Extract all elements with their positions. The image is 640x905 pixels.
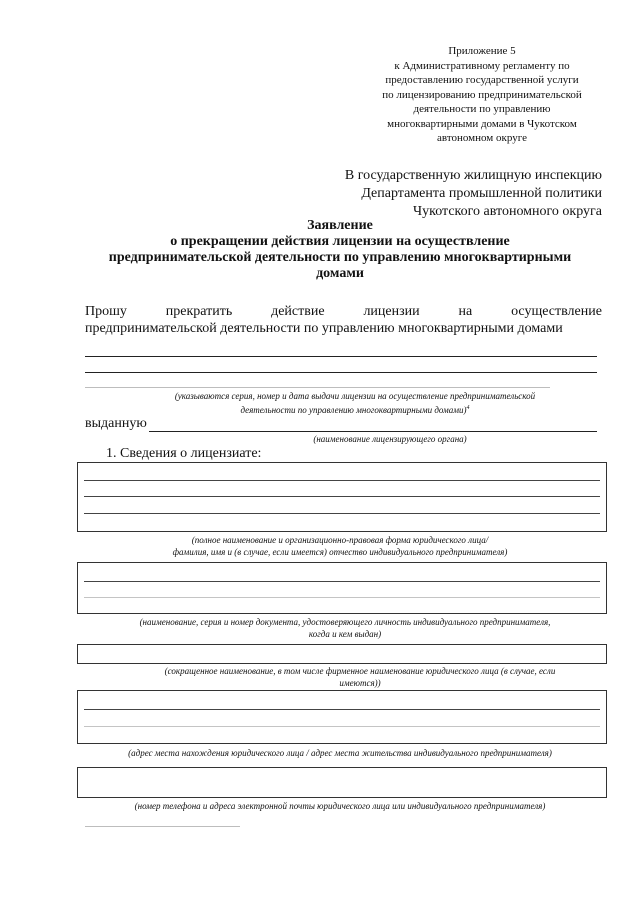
appendix-line: предоставлению государственной услуги bbox=[385, 74, 579, 86]
request-line-2: предпринимательской деятельности по управлению многоквартирными домами bbox=[85, 321, 563, 336]
footnote-ref: 4 bbox=[466, 404, 470, 411]
request-paragraph bbox=[85, 303, 602, 337]
field-line bbox=[84, 581, 600, 582]
request-line-1 bbox=[85, 303, 602, 320]
note-line: (сокращенное наименование, в том числе фирменное наименование юридического лица (в случае, если bbox=[164, 666, 556, 676]
id-document-note bbox=[90, 617, 600, 640]
document-title bbox=[70, 218, 610, 282]
title-line: Заявление bbox=[307, 218, 373, 233]
field-line bbox=[84, 480, 600, 481]
license-input-line[interactable] bbox=[85, 356, 597, 357]
request-word: осуществление bbox=[511, 304, 602, 319]
short-name-field[interactable] bbox=[77, 644, 607, 664]
request-word: Прошу bbox=[85, 304, 127, 319]
appendix-line: Приложение 5 bbox=[448, 45, 516, 57]
appendix-line: автономном округе bbox=[437, 132, 527, 144]
note-line: имеются)) bbox=[339, 677, 381, 688]
license-note bbox=[120, 391, 590, 416]
field-line bbox=[84, 597, 600, 598]
address-field[interactable] bbox=[77, 690, 607, 744]
note-line: (наименование, серия и номер документа, удостоверяющего личность индивидуального предпринимателя, bbox=[139, 617, 551, 627]
title-line: предпринимательской деятельности по управлению многоквартирными bbox=[108, 250, 572, 265]
field-line bbox=[84, 496, 600, 497]
address-note: (адрес места нахождения юридического лица / адрес места жительства индивидуального предпринимателя) bbox=[128, 748, 552, 758]
note-line: (полное наименование и организационно-правовая форма юридического лица/ bbox=[191, 535, 489, 545]
addressee-line: Департамента промышленной политики bbox=[361, 186, 602, 201]
issuer-input-line[interactable] bbox=[149, 431, 597, 432]
full-name-field[interactable] bbox=[77, 462, 607, 532]
request-word: на bbox=[458, 304, 473, 319]
appendix-header bbox=[352, 44, 612, 146]
addressee-line: В государственную жилищную инспекцию bbox=[344, 168, 602, 183]
appendix-line: деятельности по управлению bbox=[413, 103, 551, 115]
addressee-line: Чукотского автономного округа bbox=[413, 204, 602, 219]
license-input-line[interactable] bbox=[85, 372, 597, 373]
note-line: (указываются серия, номер и дата выдачи лицензии на осуществление предпринимательской bbox=[174, 391, 536, 401]
footnote-separator bbox=[85, 826, 240, 827]
appendix-line: по лицензированию предпринимательской bbox=[382, 88, 582, 101]
note-line: фамилия, имя и (в случае, если имеется) отчество индивидуального предпринимателя) bbox=[172, 546, 508, 557]
appendix-line: к Административному регламенту по bbox=[394, 59, 570, 72]
id-document-field[interactable] bbox=[77, 562, 607, 614]
note-line: деятельности по управлению многоквартирными домами) bbox=[240, 404, 467, 415]
title-line: о прекращении действия лицензии на осуществление bbox=[170, 234, 510, 249]
addressee-block bbox=[300, 167, 602, 221]
contacts-field[interactable] bbox=[77, 767, 607, 798]
note-line: когда и кем выдан) bbox=[308, 628, 382, 639]
request-word: действие bbox=[271, 304, 325, 319]
issuer-note: (наименование лицензирующего органа) bbox=[313, 434, 467, 444]
title-line: домами bbox=[316, 266, 364, 281]
field-line bbox=[84, 726, 600, 727]
request-word: лицензии bbox=[363, 304, 420, 319]
full-name-note bbox=[100, 535, 580, 558]
issued-label: выданную bbox=[85, 416, 147, 431]
section-heading: 1. Сведения о лицензиате: bbox=[106, 446, 262, 461]
field-line bbox=[84, 513, 600, 514]
contacts-note: (номер телефона и адреса электронной почты юридического лица или индивидуального предпринимателя) bbox=[134, 801, 546, 811]
appendix-line: многоквартирными домами в Чукотском bbox=[387, 117, 577, 130]
short-name-note bbox=[120, 666, 600, 689]
request-word: прекратить bbox=[165, 304, 233, 319]
field-line bbox=[84, 709, 600, 710]
license-input-line[interactable] bbox=[85, 387, 550, 388]
